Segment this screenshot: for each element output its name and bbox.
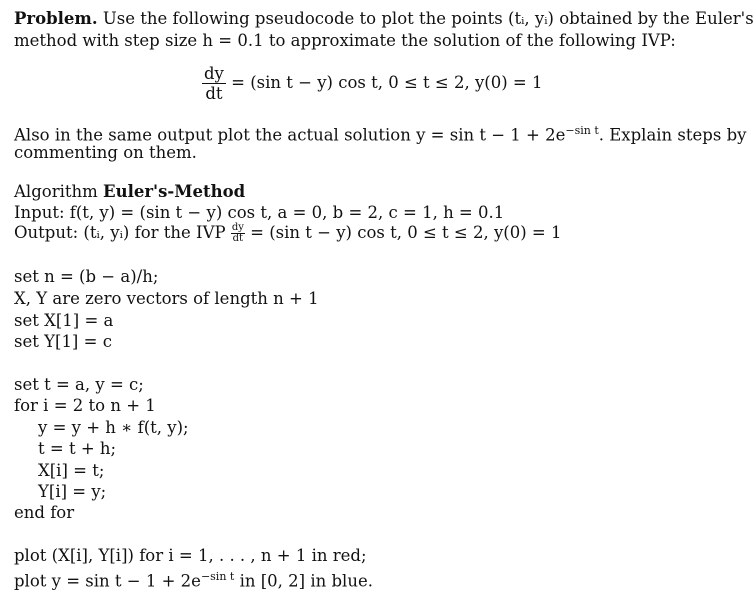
problem-line-1 [14,8,754,30]
algorithm-name: Euler's-Method [103,182,246,201]
output-fraction-numerator: dy [231,222,244,233]
loop-body-line-3: X[i] = t; [38,461,105,480]
ivp-equation [202,64,542,103]
algorithm-header [14,181,245,203]
algorithm-word: Algorithm [14,182,104,201]
plot-line-2 [14,566,373,593]
output-fraction-denominator: dt [232,233,244,244]
loop-body-line-1: y = y + h ∗ f(t, y); [38,418,189,437]
problem-label: Problem. [14,9,98,28]
setup-line-3: set X[1] = a [14,311,114,330]
output-derivative-fraction [231,223,245,244]
problem-line-2: method with step size h = 0.1 to approximate the solution of the following IVP: [14,31,676,50]
setup-line-2: X, Y are zero vectors of length n + 1 [14,289,319,308]
equation-rhs: = (sin t − y) cos t, 0 ≤ t ≤ 2, y(0) = 1 [231,73,543,92]
plot2-exponent: −sin t [200,570,235,583]
algorithm-output [14,222,562,244]
setup-line-4: set Y[1] = c [14,332,112,351]
loop-body-line-2: t = t + h; [38,439,117,458]
also-text-end: . Explain steps by [598,125,747,145]
plot2-text: plot y = sin t − 1 + 2e [14,571,201,591]
algorithm-input: Input: f(t, y) = (sin t − y) cos t, a = 0, b = 2, c = 1, h = 0.1 [14,203,505,222]
loop-for: for i = 2 to n + 1 [14,396,156,415]
also-line-2: commenting on them. [14,143,197,162]
derivative-fraction [202,64,226,103]
output-equation: = (sin t − y) cos t, 0 ≤ t ≤ 2, y(0) = 1 [250,223,562,242]
output-text: Output: (tᵢ, yᵢ) for the IVP [14,223,226,242]
loop-body-line-4: Y[i] = y; [38,482,107,501]
exponent: −sin t [565,124,599,137]
plot2-text-end: in [0, 2] in blue. [234,571,373,591]
loop-end: end for [14,503,75,522]
plot-line-1: plot (X[i], Y[i]) for i = 1, . . . , n + 1 in red; [14,546,367,565]
loop-init: set t = a, y = c; [14,375,144,394]
setup-line-1: set n = (b − a)/h; [14,267,159,286]
also-text: Also in the same output plot the actual solution y = sin t − 1 + 2e [14,125,566,145]
problem-text-1: Use the following pseudocode to plot the points (tᵢ, yᵢ) obtained by the Euler's [102,9,754,28]
fraction-numerator: dy [204,64,224,83]
fraction-denominator: dt [205,84,223,103]
